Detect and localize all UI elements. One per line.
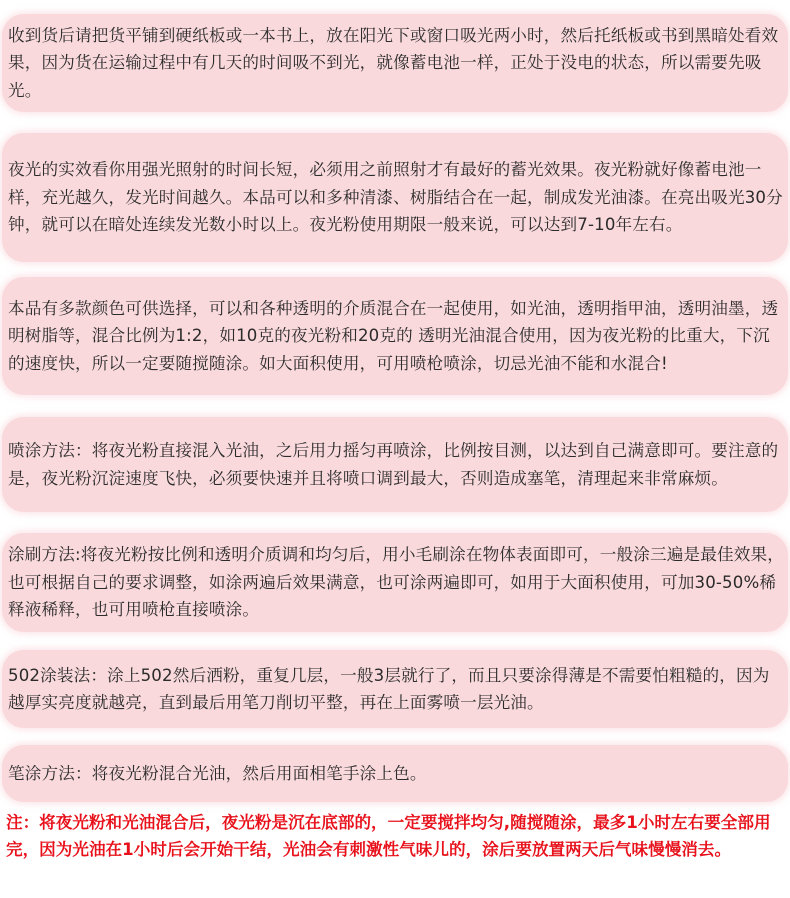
card-brush-method [2,533,788,632]
card-text: 笔涂方法：将夜光粉混合光油，然后用面相笔手涂上色。 [8,763,427,783]
card-text: 喷涂方法：将夜光粉直接混入光油，之后用力摇匀再喷涂，比例按目测，以达到自己满意即可。要注意的是，夜光粉沉淀速度飞快，必须要快速并且将喷口调到最大，否则造成塞笔，清理起来非常麻烦。 [8,441,779,488]
card-mixing-ratio [2,277,788,395]
card-glow-effect [2,133,788,262]
warning-note: 注：将夜光粉和光油混合后，夜光粉是沉在底部的，一定要搅拌均匀,随搅随涂，最多1小时左右要全部用完，因为光油在1小时后会开始干结，光油会有刺激性气味儿的，涂后要放置两天后气味慢慢消去。 [6,813,771,859]
card-text: 收到货后请把货平铺到硬纸板或一本书上，放在阳光下或窗口吸光两小时，然后托纸板或书到黑暗处看效果，因为货在运输过程中有几天的时间吸不到光，就像蓄电池一样，正处于没电的状态，所以需要先吸光。 [8,25,779,100]
card-text: 涂刷方法:将夜光粉按比例和透明介质调和均匀后，用小毛刷涂在物体表面即可，一般涂三遍是最佳效果，也可根据自己的要求调整，如涂两遍后效果满意，也可涂两遍即可，如用于大面积使用，可加30-50%稀释液稀释，也可用喷枪直接喷涂。 [8,545,784,620]
card-pen-method [2,745,788,802]
card-text: 502涂装法：涂上502然后洒粉，重复几层，一般3层就行了，而且只要涂得薄是不需要怕粗糙的，因为越厚实亮度就越亮，直到最后用笔刀削切平整，再在上面雾喷一层光油。 [8,665,770,712]
card-receive-instructions [2,14,788,112]
card-text: 夜光的实效看你用强光照射的时间长短，必须用之前照射才有最好的蓄光效果。夜光粉就好像蓄电池一样，充光越久，发光时间越久。本品可以和多种清漆、树脂结合在一起，制成发光油漆。在亮出吸光30分钟，就可以在暗处连续发光数小时以上。夜光粉使用期限一般来说，可以达到7-10年左右。 [8,160,783,235]
card-spray-method [2,417,788,512]
card-502-method [2,650,788,728]
card-text: 本品有多款颜色可供选择，可以和各种透明的介质混合在一起使用，如光油，透明指甲油，透明油墨，透明树脂等，混合比例为1:2，如10克的夜光粉和20克的 透明光油混合使用，因为夜光粉的比重大，下沉的速度快，所以一定要随搅随涂。如大面积使用，可用喷枪喷涂，切忌光油不能和水混合! [8,298,779,373]
